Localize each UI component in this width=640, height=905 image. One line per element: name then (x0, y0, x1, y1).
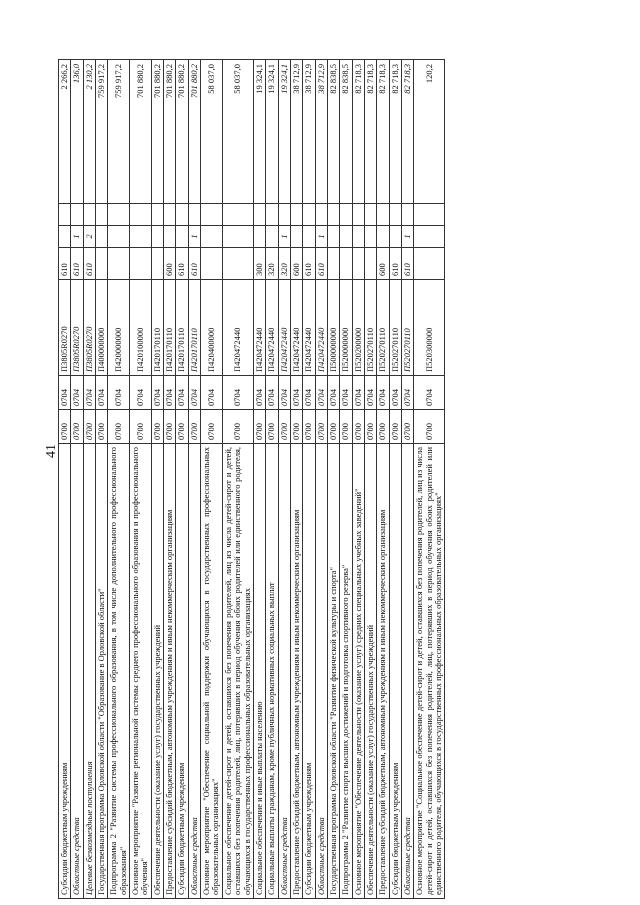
cell-section: 0700 (340, 410, 352, 444)
cell-section: 0700 (401, 410, 413, 444)
cell-subsection: 0704 (96, 376, 108, 410)
cell-extra-code (83, 204, 95, 226)
cell-target-article: П400000000 (96, 280, 108, 376)
cell-target-article: П420472440 (315, 280, 327, 376)
row-name: Государственная программа Орловской области "Развитие физической культуры и спорта" (327, 444, 339, 899)
cell-subsection: 0704 (414, 376, 445, 410)
cell-expense-type (130, 248, 152, 280)
row-name: Субсидии бюджетным учреждениям (389, 444, 401, 899)
cell-expense-type: 610 (315, 248, 327, 280)
cell-amount: 19 324,1 (253, 60, 265, 204)
cell-extra-code (290, 204, 302, 226)
row-name: Субсидии бюджетным учреждениям (303, 444, 315, 899)
cell-amount: 58 037,0 (222, 60, 253, 204)
cell-amount: 38 712,9 (290, 60, 302, 204)
cell-target-article: П420170110 (176, 280, 188, 376)
cell-section: 0700 (201, 410, 223, 444)
row-name: Подпрограмма 2 "Развитие системы профессионального образования, в том числе дополнительного профессионального образования" (108, 444, 130, 899)
cell-subsection: 0704 (164, 376, 176, 410)
cell-section: 0700 (352, 410, 364, 444)
cell-expense-type: 320 (278, 248, 290, 280)
cell-expense-type (352, 248, 364, 280)
cell-section: 0700 (151, 410, 163, 444)
cell-expense-type: 610 (71, 248, 83, 280)
cell-section: 0700 (253, 410, 265, 444)
cell-funding-source (151, 226, 163, 248)
cell-section: 0700 (377, 410, 389, 444)
cell-expense-type: 610 (176, 248, 188, 280)
table-row (188, 60, 200, 899)
cell-funding-source (266, 226, 278, 248)
budget-table (58, 59, 445, 899)
cell-subsection: 0704 (176, 376, 188, 410)
cell-extra-code (414, 204, 445, 226)
table-row (151, 60, 163, 899)
cell-extra-code (164, 204, 176, 226)
cell-amount: 38 712,9 (303, 60, 315, 204)
row-name: Предоставление субсидий бюджетным, автономным учреждениям и иным некоммерческим организациям (377, 444, 389, 899)
cell-expense-type: 320 (266, 248, 278, 280)
cell-amount: 701 880,2 (188, 60, 200, 204)
cell-target-article: П420100000 (130, 280, 152, 376)
row-name: Субсидии бюджетным учреждениям (59, 444, 71, 899)
cell-subsection: 0704 (266, 376, 278, 410)
cell-extra-code (201, 204, 223, 226)
cell-target-article: П3805R0270 (83, 280, 95, 376)
row-name: Предоставление субсидий бюджетным, автономным учреждениям и иным некоммерческим организациям (290, 444, 302, 899)
cell-extra-code (96, 204, 108, 226)
cell-expense-type (222, 248, 253, 280)
table-row (290, 60, 302, 899)
cell-expense-type: 300 (253, 248, 265, 280)
cell-funding-source: 1 (278, 226, 290, 248)
cell-expense-type: 600 (164, 248, 176, 280)
cell-target-article: П520270110 (401, 280, 413, 376)
cell-subsection: 0704 (278, 376, 290, 410)
cell-section: 0700 (303, 410, 315, 444)
cell-funding-source (303, 226, 315, 248)
cell-amount: 82 718,3 (364, 60, 376, 204)
cell-funding-source (364, 226, 376, 248)
cell-target-article: П520200000 (352, 280, 364, 376)
cell-section: 0700 (266, 410, 278, 444)
cell-funding-source (164, 226, 176, 248)
cell-funding-source (108, 226, 130, 248)
table-row (130, 60, 152, 899)
cell-target-article: П420472440 (278, 280, 290, 376)
cell-extra-code (303, 204, 315, 226)
cell-target-article: П420170110 (151, 280, 163, 376)
row-name: Областные средства (315, 444, 327, 899)
cell-extra-code (188, 204, 200, 226)
row-name: Социальное обеспечение детей-сирот и детей, оставшихся без попечения родителей, лиц из числа детей-сирот и детей, оставшихся без попечения родителей, лиц, потерявших в период обучения обоих родителей или единственного родителя, обучающихся в государственных профессиональных образовательных организациях (222, 444, 253, 899)
cell-subsection: 0704 (364, 376, 376, 410)
row-name: Областные средства (401, 444, 413, 899)
cell-amount: 19 324,1 (266, 60, 278, 204)
cell-expense-type (201, 248, 223, 280)
cell-funding-source (290, 226, 302, 248)
row-name: Целевые безвозмездные поступления (83, 444, 95, 899)
cell-target-article: П420472440 (303, 280, 315, 376)
cell-funding-source: 2 (83, 226, 95, 248)
table-row (96, 60, 108, 899)
budget-table-sheet (58, 60, 570, 899)
cell-target-article: П420170110 (164, 280, 176, 376)
cell-subsection: 0704 (71, 376, 83, 410)
cell-funding-source: 1 (315, 226, 327, 248)
cell-section: 0700 (59, 410, 71, 444)
cell-amount: 701 880,2 (176, 60, 188, 204)
cell-funding-source (59, 226, 71, 248)
cell-section: 0700 (278, 410, 290, 444)
cell-extra-code (108, 204, 130, 226)
table-row (253, 60, 265, 899)
cell-subsection: 0704 (83, 376, 95, 410)
table-row (108, 60, 130, 899)
cell-expense-type: 610 (389, 248, 401, 280)
cell-extra-code (315, 204, 327, 226)
cell-expense-type: 600 (290, 248, 302, 280)
cell-section: 0700 (364, 410, 376, 444)
cell-amount: 701 880,2 (130, 60, 152, 204)
cell-extra-code (266, 204, 278, 226)
cell-subsection: 0704 (352, 376, 364, 410)
cell-subsection: 0704 (303, 376, 315, 410)
cell-target-article: П520300000 (414, 280, 445, 376)
cell-amount: 38 712,9 (315, 60, 327, 204)
cell-subsection: 0704 (327, 376, 339, 410)
cell-amount: 58 037,0 (201, 60, 223, 204)
page-number: 41 (44, 444, 59, 458)
cell-subsection: 0704 (315, 376, 327, 410)
cell-extra-code (389, 204, 401, 226)
row-name: Обеспечение деятельности (оказание услуг) государственных учреждений (151, 444, 163, 899)
cell-subsection: 0704 (201, 376, 223, 410)
cell-subsection: 0704 (151, 376, 163, 410)
table-row (164, 60, 176, 899)
cell-expense-type (364, 248, 376, 280)
cell-target-article: П420472440 (266, 280, 278, 376)
cell-section: 0700 (389, 410, 401, 444)
table-row (340, 60, 352, 899)
cell-section: 0700 (71, 410, 83, 444)
cell-expense-type: 600 (377, 248, 389, 280)
cell-section: 0700 (327, 410, 339, 444)
cell-subsection: 0704 (188, 376, 200, 410)
cell-funding-source (377, 226, 389, 248)
table-row (222, 60, 253, 899)
cell-expense-type (96, 248, 108, 280)
cell-funding-source: 1 (188, 226, 200, 248)
row-name: Подпрограмма 2 "Развитие спорта высших достижений и подготовка спортивного резерва" (340, 444, 352, 899)
cell-extra-code (130, 204, 152, 226)
cell-funding-source (253, 226, 265, 248)
cell-funding-source (176, 226, 188, 248)
cell-funding-source (222, 226, 253, 248)
cell-expense-type: 610 (59, 248, 71, 280)
row-name: Предоставление субсидий бюджетным, автономным учреждениям и иным некоммерческим организациям (164, 444, 176, 899)
cell-funding-source (340, 226, 352, 248)
cell-amount: 701 880,2 (164, 60, 176, 204)
cell-funding-source: 1 (71, 226, 83, 248)
cell-target-article: П3805R0270 (71, 280, 83, 376)
table-row (83, 60, 95, 899)
cell-expense-type: 610 (83, 248, 95, 280)
cell-target-article: П520000000 (340, 280, 352, 376)
table-row (59, 60, 71, 899)
row-name: Основное мероприятие "Социальное обеспечение детей-сирот и детей, оставшихся без попечения родителей, лиц из числа детей-сирот и детей, оставшихся без попечения родителей, лиц, потерявших в период обучения обоих родителей или единственного родителя, обучающихся в государственных профессиональных образовательных организациях" (414, 444, 445, 899)
cell-extra-code (364, 204, 376, 226)
cell-amount: 19 324,1 (278, 60, 290, 204)
cell-extra-code (377, 204, 389, 226)
cell-extra-code (59, 204, 71, 226)
row-name: Государственная программа Орловской области "Образование в Орловской области" (96, 444, 108, 899)
cell-target-article: П420400000 (201, 280, 223, 376)
cell-funding-source (352, 226, 364, 248)
table-row (327, 60, 339, 899)
table-row (352, 60, 364, 899)
cell-section: 0700 (130, 410, 152, 444)
cell-section: 0700 (108, 410, 130, 444)
cell-amount: 82 718,3 (352, 60, 364, 204)
cell-target-article: П420170110 (188, 280, 200, 376)
cell-extra-code (222, 204, 253, 226)
cell-section: 0700 (83, 410, 95, 444)
cell-extra-code (253, 204, 265, 226)
table-row (377, 60, 389, 899)
cell-extra-code (327, 204, 339, 226)
cell-expense-type: 610 (303, 248, 315, 280)
cell-expense-type: 610 (188, 248, 200, 280)
cell-amount: 82 718,3 (377, 60, 389, 204)
cell-subsection: 0704 (290, 376, 302, 410)
cell-funding-source (414, 226, 445, 248)
cell-section: 0700 (290, 410, 302, 444)
cell-amount: 82 718,3 (401, 60, 413, 204)
table-row (176, 60, 188, 899)
table-row (414, 60, 445, 899)
cell-section: 0700 (222, 410, 253, 444)
cell-funding-source (327, 226, 339, 248)
row-name: Социальное обеспечение и иные выплаты населению (253, 444, 265, 899)
cell-subsection: 0704 (130, 376, 152, 410)
table-row (364, 60, 376, 899)
cell-expense-type (340, 248, 352, 280)
table-row (278, 60, 290, 899)
cell-subsection: 0704 (108, 376, 130, 410)
cell-amount: 82 838,5 (327, 60, 339, 204)
cell-extra-code (278, 204, 290, 226)
cell-funding-source (389, 226, 401, 248)
cell-target-article: П520270110 (377, 280, 389, 376)
cell-section: 0700 (315, 410, 327, 444)
cell-target-article: П520270110 (364, 280, 376, 376)
cell-amount: 759 917,2 (96, 60, 108, 204)
cell-target-article: П500000000 (327, 280, 339, 376)
cell-amount: 120,2 (414, 60, 445, 204)
cell-target-article: П3805R0270 (59, 280, 71, 376)
cell-extra-code (71, 204, 83, 226)
table-row (315, 60, 327, 899)
cell-amount: 136,0 (71, 60, 83, 204)
cell-expense-type (414, 248, 445, 280)
cell-amount: 701 880,2 (151, 60, 163, 204)
cell-extra-code (340, 204, 352, 226)
row-name: Областные средства (71, 444, 83, 899)
table-row (71, 60, 83, 899)
cell-amount: 2 266,2 (59, 60, 71, 204)
cell-amount: 82 838,5 (340, 60, 352, 204)
cell-expense-type (108, 248, 130, 280)
cell-extra-code (352, 204, 364, 226)
row-name: Социальные выплаты гражданам, кроме публичных нормативных социальных выплат (266, 444, 278, 899)
table-row (303, 60, 315, 899)
cell-target-article: П420472440 (253, 280, 265, 376)
cell-expense-type: 610 (401, 248, 413, 280)
cell-funding-source (96, 226, 108, 248)
cell-funding-source: 1 (401, 226, 413, 248)
table-body (59, 60, 445, 899)
row-name: Основное мероприятие "Обеспечение социальной поддержки обучающихся в государственных профессиональных образовательных организациях" (201, 444, 223, 899)
cell-subsection: 0704 (222, 376, 253, 410)
cell-target-article: П420472440 (222, 280, 253, 376)
cell-section: 0700 (164, 410, 176, 444)
cell-section: 0700 (176, 410, 188, 444)
cell-subsection: 0704 (59, 376, 71, 410)
cell-subsection: 0704 (340, 376, 352, 410)
row-name: Обеспечение деятельности (оказание услуг) государственных учреждений (364, 444, 376, 899)
cell-funding-source (201, 226, 223, 248)
row-name: Областные средства (188, 444, 200, 899)
row-name: Основное мероприятие "Развитие региональной системы среднего профессионального образования и профессионального обучения" (130, 444, 152, 899)
cell-extra-code (401, 204, 413, 226)
cell-subsection: 0704 (389, 376, 401, 410)
cell-amount: 82 718,3 (389, 60, 401, 204)
table-row (401, 60, 413, 899)
cell-target-article: П420472440 (290, 280, 302, 376)
cell-amount: 2 130,2 (83, 60, 95, 204)
cell-target-article: П420000000 (108, 280, 130, 376)
table-row (201, 60, 223, 899)
cell-subsection: 0704 (401, 376, 413, 410)
cell-section: 0700 (188, 410, 200, 444)
cell-amount: 759 917,2 (108, 60, 130, 204)
cell-extra-code (151, 204, 163, 226)
cell-funding-source (130, 226, 152, 248)
cell-extra-code (176, 204, 188, 226)
cell-section: 0700 (414, 410, 445, 444)
row-name: Основное мероприятие "Обеспечение деятельности (оказание услуг) средних специальных учебных заведений" (352, 444, 364, 899)
cell-target-article: П520270110 (389, 280, 401, 376)
cell-expense-type (327, 248, 339, 280)
cell-subsection: 0704 (377, 376, 389, 410)
table-row (266, 60, 278, 899)
cell-subsection: 0704 (253, 376, 265, 410)
row-name: Субсидии бюджетным учреждениям (176, 444, 188, 899)
cell-expense-type (151, 248, 163, 280)
cell-section: 0700 (96, 410, 108, 444)
row-name: Областные средства (278, 444, 290, 899)
table-row (389, 60, 401, 899)
